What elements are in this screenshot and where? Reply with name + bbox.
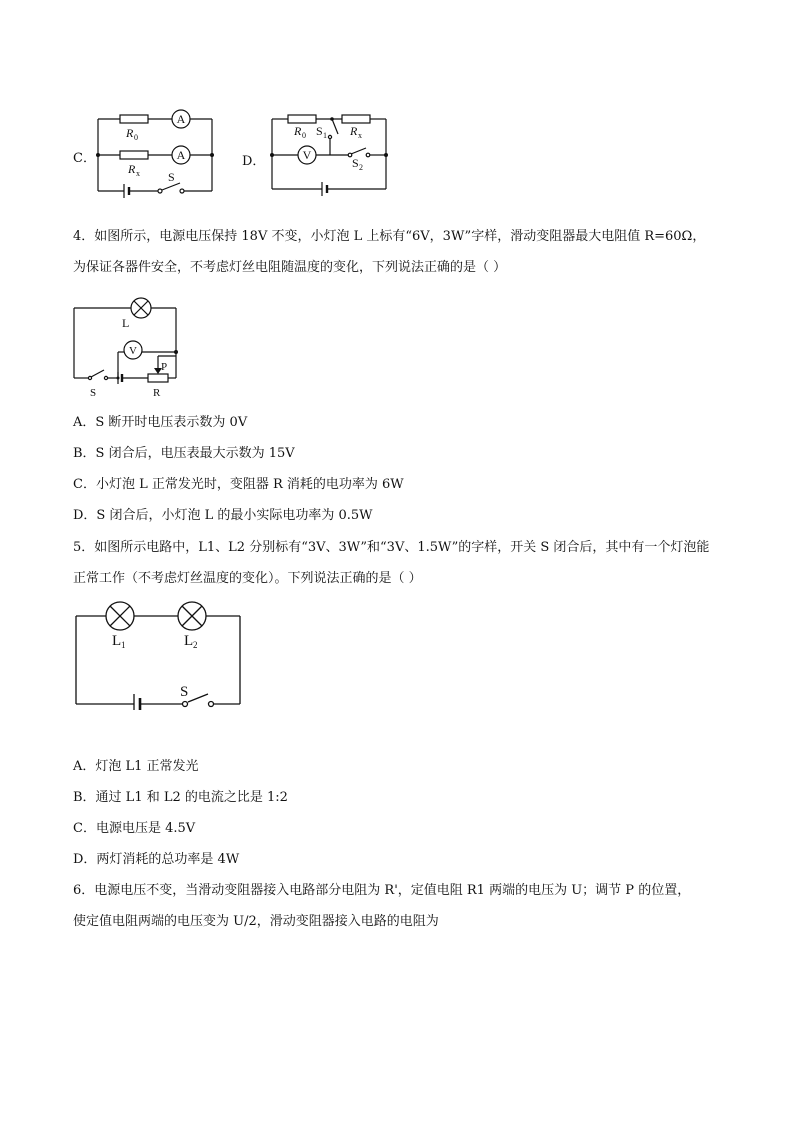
resistor-rx-sub: x bbox=[136, 169, 140, 178]
ammeter-top-icon: A bbox=[176, 112, 186, 126]
resistor-rx-sub: x bbox=[358, 131, 362, 140]
question-4-option-a: A．S 断开时电压表示数为 0V bbox=[73, 415, 248, 430]
resistor-r0-label: R bbox=[294, 124, 302, 138]
rheostat-r-label: R bbox=[153, 387, 161, 399]
resistor-rx-label: R bbox=[128, 162, 136, 176]
switch-s1-sub: 1 bbox=[323, 131, 327, 140]
resistor-r0-label: R bbox=[126, 126, 134, 140]
question-5-option-c: C．电源电压是 4.5V bbox=[73, 821, 196, 836]
question-4-option-d: D．S 闭合后，小灯泡 L 的最小实际电功率为 0.5W bbox=[73, 508, 373, 523]
ammeter-bottom-icon: A bbox=[176, 148, 186, 162]
circuit-figure-q5 bbox=[70, 598, 250, 710]
voltmeter-icon: V bbox=[302, 148, 312, 162]
question-5-option-a: A．灯泡 L1 正常发光 bbox=[73, 759, 199, 774]
question-4-option-b: B．S 闭合后，电压表最大示数为 15V bbox=[73, 446, 295, 461]
switch-s-label: S bbox=[168, 170, 175, 184]
switch-s2-label: S bbox=[352, 156, 359, 170]
resistor-r0-sub: 0 bbox=[302, 131, 306, 140]
resistor-rx-label: R bbox=[350, 124, 358, 138]
question-5-option-b: B．通过 L1 和 L2 的电流之比是 1:2 bbox=[73, 790, 288, 805]
circuit-figure-d bbox=[262, 104, 402, 198]
circuit-figure-q4 bbox=[68, 292, 188, 400]
question-4-option-c: C．小灯泡 L 正常发光时，变阻器 R 消耗的电功率为 6W bbox=[73, 477, 404, 492]
circuit-figure-c bbox=[88, 104, 228, 198]
lamp-l2-sub: 2 bbox=[193, 640, 198, 650]
question-4-stem-line1: 4．如图所示，电源电压保持 18V 不变，小灯泡 L 上标有“6V，3W”字样，滑动变阻器最大电阻值 R=60Ω， bbox=[73, 229, 706, 244]
lamp-l2-label: L bbox=[184, 633, 194, 649]
slider-p-label: P bbox=[161, 361, 168, 373]
lamp-l1-sub: 1 bbox=[121, 640, 126, 650]
question-5-stem-line1: 5．如图所示电路中，L1、L2 分别标有“3V、3W”和“3V、1.5W”的字样，开关 S 闭合后，其中有一个灯泡能 bbox=[73, 540, 710, 555]
lamp-l-label: L bbox=[122, 316, 130, 330]
switch-s-label: S bbox=[180, 684, 189, 700]
switch-s1-label: S bbox=[316, 124, 323, 138]
option-d-label: D． bbox=[242, 154, 266, 169]
lamp-l1-label: L bbox=[112, 633, 122, 649]
question-6-stem-line2: 使定值电阻两端的电压变为 U/2，滑动变阻器接入电路的电阻为 bbox=[73, 914, 439, 929]
resistor-r0-sub: 0 bbox=[134, 133, 138, 142]
voltmeter-icon: V bbox=[129, 345, 137, 357]
option-c-label: C． bbox=[73, 151, 96, 166]
question-5-option-d: D．两灯消耗的总功率是 4W bbox=[73, 852, 240, 867]
question-6-stem-line1: 6．电源电压不变，当滑动变阻器接入电路部分电阻为 R'，定值电阻 R1 两端的电压为 U；调节 P 的位置， bbox=[73, 883, 691, 898]
switch-s2-sub: 2 bbox=[359, 163, 363, 172]
switch-s-label: S bbox=[90, 387, 97, 399]
question-5-stem-line2: 正常工作（不考虑灯丝温度的变化）。下列说法正确的是（ ） bbox=[73, 571, 422, 586]
question-4-stem-line2: 为保证各器件安全，不考虑灯丝电阻随温度的变化，下列说法正确的是（ ） bbox=[73, 260, 507, 275]
